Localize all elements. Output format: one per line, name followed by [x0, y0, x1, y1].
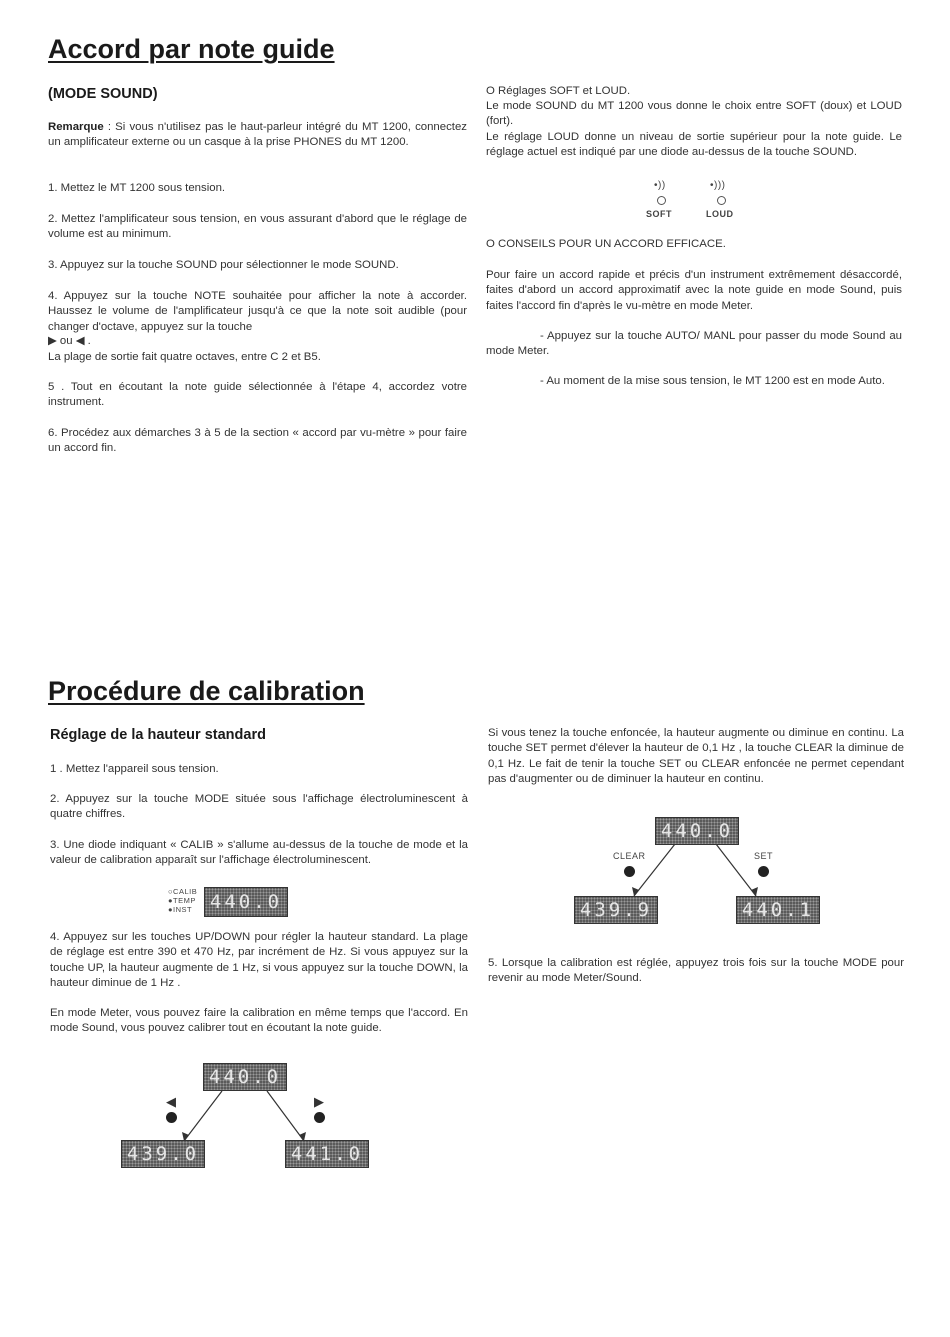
page-title-calibration: Procédure de calibration — [48, 676, 365, 706]
conseils-heading: O CONSEILS POUR UN ACCORD EFFICACE. — [486, 238, 726, 250]
remark-paragraph — [48, 120, 467, 151]
step-5: 5 . Tout en écoutant la note guide sélectionnée à l'étape 4, accordez votre instrument. — [48, 381, 467, 409]
step-3: 3. Appuyez sur la touche SOUND pour sélectionner le mode SOUND. — [48, 259, 399, 271]
loud-speaker-icon: •))) — [710, 180, 726, 191]
calib-indicator-group — [168, 887, 208, 919]
step-1: 1. Mettez le MT 1200 sous tension. — [48, 182, 226, 194]
up-led-icon — [314, 1112, 325, 1123]
display-440-0: 440.0 — [203, 1063, 287, 1091]
loud-led-icon — [717, 196, 726, 205]
step-4-range: La plage de sortie fait quatre octaves, entre C 2 et B5. — [48, 351, 321, 363]
step-4: 4. Appuyez sur la touche NOTE souhaitée pour afficher la note à accorder. Haussez le volume de l'amplificateur jusqu'à ce que la note soit audible (pour changer d'octave, appuyez sur la touche — [48, 290, 467, 333]
left-arrow-key-icon: ◀ — [166, 1094, 176, 1109]
clear-key-label: CLEAR — [613, 851, 646, 861]
clear-set-arrows — [590, 840, 810, 900]
display-441-0: 441.0 — [285, 1140, 369, 1168]
tip-power-on: - Au moment de la mise sous tension, le MT 1200 est en mode Auto. — [540, 375, 885, 387]
hold-key-text: Si vous tenez la touche enfoncée, la hauteur augmente ou diminue en continu. La touche SET permet d'élever la hauteur de 0,1 Hz , la touche CLEAR la diminue de 0,1 Hz. Le fait de tenir la touche SET ou CLEAR enfoncée ne permet cependant pas d'augmenter ou de diminuer la hauteur en continu. — [488, 727, 904, 785]
conseils-text: Pour faire un accord rapide et précis d'un instrument extrêmement désaccordé, faites d'abord un accord approximatif avec la note guide en mode Sound, puis faites l'accord fin d'après le vu-mètre en mode Meter. — [486, 269, 902, 312]
calib-display: 440.0 — [204, 887, 288, 917]
soft-speaker-icon: •)) — [654, 180, 666, 191]
cal-step-5: 5. Lorsque la calibration est réglée, appuyez trois fois sur la touche MODE pour revenir au mode Meter/Sound. — [488, 957, 904, 985]
soft-loud-text: Le mode SOUND du MT 1200 vous donne le choix entre SOFT (doux) et LOUD (fort). Le réglage LOUD donne un niveau de sortie supérieur pour la note guide. Le réglage actuel est indiqué par une diode au-dessus de la touche SOUND. — [486, 100, 902, 158]
display-439-9: 439.9 — [574, 896, 658, 924]
down-led-icon — [166, 1112, 177, 1123]
step-2: 2. Mettez l'amplificateur sous tension, en vous assurant d'abord que le réglage de volume est au minimum. — [48, 213, 467, 241]
soft-loud-indicator — [640, 180, 750, 222]
mode-sound-heading: (MODE SOUND) — [48, 86, 158, 102]
cal-step-1: 1 . Mettez l'appareil sous tension. — [50, 763, 219, 775]
display-440-1: 440.1 — [736, 896, 820, 924]
display-439-0: 439.0 — [121, 1140, 205, 1168]
step-6: 6. Procédez aux démarches 3 à 5 de la section « accord par vu-mètre » pour faire un accord fin. — [48, 427, 467, 455]
clear-led-icon — [624, 866, 635, 877]
remark-text: : Si vous n'utilisez pas le haut-parleur intégré du MT 1200, connectez un amplificateur externe ou un casque à la prise PHONES du MT 1200. — [48, 121, 467, 149]
meter-mode-note: En mode Meter, vous pouvez faire la calibration en même temps que l'accord. En mode Sound, vous pouvez calibrer tout en écoutant la note guide. — [50, 1007, 468, 1035]
soft-loud-heading: O Réglages SOFT et LOUD. — [486, 85, 631, 97]
calibration-subheading: Réglage de la hauteur standard — [50, 727, 266, 743]
step-4-keys: ▶ ou ◀ . — [48, 335, 91, 347]
cal-step-2: 2. Appuyez sur la touche MODE située sous l'affichage électroluminescent à quatre chiffres. — [50, 793, 468, 821]
temp-indicator: ●TEMP — [168, 896, 196, 905]
set-led-icon — [758, 866, 769, 877]
soft-label: SOFT — [646, 209, 672, 219]
remark-label: Remarque — [48, 121, 104, 133]
inst-indicator: ●INST — [168, 905, 193, 914]
cal-step-4: 4. Appuyez sur les touches UP/DOWN pour régler la hauteur standard. La plage de réglage est entre 390 et 470 Hz, par incrément de Hz. Si vous appuyez sur la touche UP, la hauteur augmente de 1 Hz, si vous appuyez sur la touche DOWN, la hauteur diminue de 1 Hz . — [50, 931, 468, 989]
calib-indicator: ○CALIB — [168, 887, 198, 896]
tip-auto-manl: - Appuyez sur la touche AUTO/ MANL pour passer du mode Sound au mode Meter. — [486, 330, 902, 358]
soft-led-icon — [657, 196, 666, 205]
loud-label: LOUD — [706, 209, 734, 219]
page-title-accord: Accord par note guide — [48, 34, 335, 64]
display-440-0-b: 440.0 — [655, 817, 739, 845]
right-arrow-key-icon: ▶ — [314, 1094, 324, 1109]
cal-step-3: 3. Une diode indiquant « CALIB » s'allume au-dessus de la touche de mode et la valeur de calibration apparaît sur l'affichage électroluminescent. — [50, 839, 468, 867]
set-key-label: SET — [754, 851, 774, 861]
